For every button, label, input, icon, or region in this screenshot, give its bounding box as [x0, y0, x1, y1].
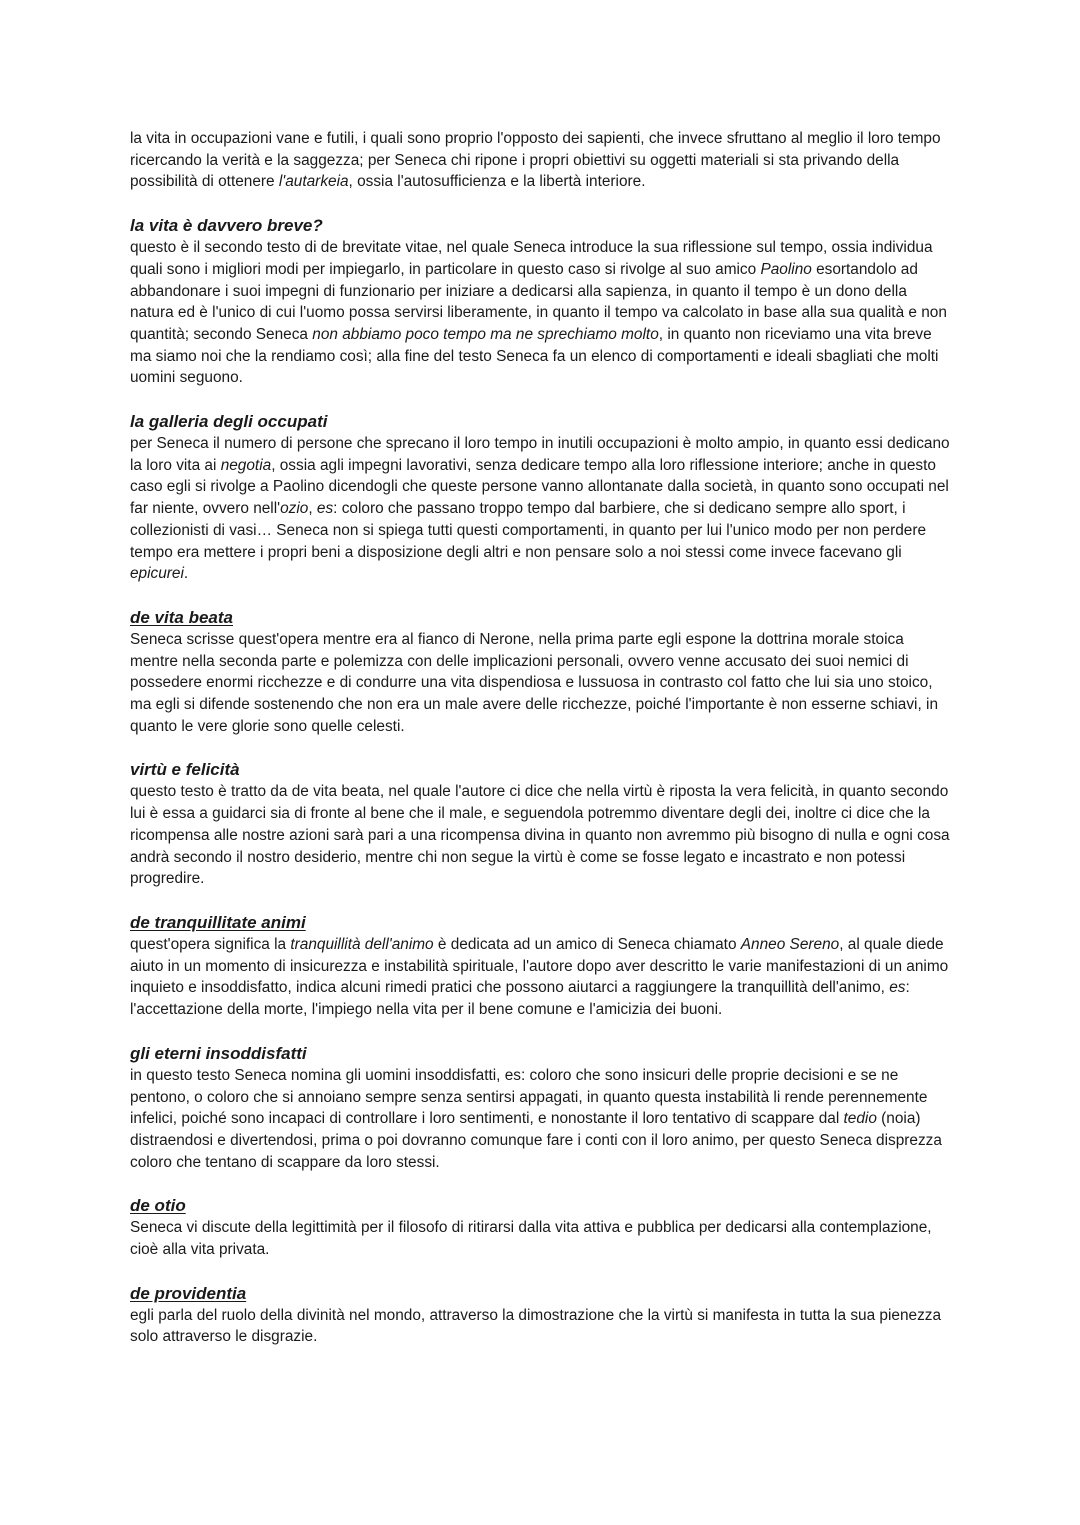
text-run: quest'opera significa la: [130, 935, 291, 953]
text-run: , in quanto non riceviamo una vita breve ma siamo noi che la rendiamo così; alla fine del testo Seneca fa un elenco di comportamenti e ideali sbagliati che molti uomini seguono.: [130, 325, 939, 387]
text-run: la vita in occupazioni vane e futili, i quali sono proprio l'opposto dei sapienti, che invece sfruttano al meglio il loro tempo ricercando la verità e la saggezza; per Seneca chi ripone i propri obiettivi su oggetti materiali si sta privando della possibilità di ottenere: [130, 130, 941, 191]
section-paragraph: [130, 934, 950, 1021]
section-vita-breve: [130, 215, 950, 389]
text-run: è dedicata ad un amico di Seneca chiamato: [433, 935, 741, 953]
intro-paragraph: [130, 128, 950, 193]
section-virtu-felicita: [130, 759, 950, 890]
section-paragraph: [130, 1065, 950, 1174]
section-de-otio: [130, 1195, 950, 1260]
section-paragraph: [130, 433, 950, 585]
intro-section: [130, 128, 950, 193]
emphasis: es: [316, 500, 334, 518]
text-run: ,: [308, 500, 317, 518]
section-heading: la galleria degli occupati: [130, 412, 328, 432]
text-run: , ossia l'autosufficienza e la libertà interiore.: [348, 173, 646, 191]
text-run: : l'accettazione della morte, l'impiego nella vita per il bene comune e l'amicizia dei buoni.: [130, 979, 910, 1019]
section-heading: la vita è davvero breve?: [130, 216, 323, 236]
section-paragraph: egli parla del ruolo della divinità nel mondo, attraverso la dimostrazione che la virtù si manifesta in tutta la sua pienezza solo attraverso le disgrazie.: [130, 1306, 942, 1346]
section-galleria-occupati: [130, 411, 950, 585]
section-heading: virtù e felicità: [130, 760, 240, 780]
emphasis: es: [889, 979, 906, 997]
emphasis: ozio: [280, 500, 309, 518]
text-run: : coloro che passano troppo tempo dal barbiere, che si dedicano sempre allo sport, i collezionisti di vasi… Seneca non si spiega tutti questi comportamenti, in quanto per lui l'unico modo per non perdere tempo era mettere i propri beni a disposizione degli altri e non pensare solo a noi stessi come invece facevano gli: [130, 500, 927, 561]
section-de-tranquillitate-animi: [130, 912, 950, 1021]
emphasis: Paolino: [760, 260, 812, 278]
work-heading: de otio: [130, 1196, 186, 1216]
emphasis: l'autarkeia: [278, 173, 349, 191]
text-run: .: [183, 565, 189, 583]
emphasis: Anneo Sereno: [740, 935, 840, 953]
section-paragraph: [130, 237, 950, 389]
text-run: per Seneca il numero di persone che sprecano il loro tempo in inutili occupazioni è molto ampio, in quanto essi dedicano la loro vita ai: [130, 435, 950, 474]
emphasis: tranquillità dell'animo: [290, 935, 434, 953]
section-heading: gli eterni insoddisfatti: [130, 1043, 307, 1063]
text-run: (noia) distraendosi e divertendosi, prima o poi dovranno comunque fare i conti con il loro animo, per questo Seneca disprezza coloro che tentano di scappare da loro stessi.: [130, 1110, 942, 1171]
text-run: , al quale diede aiuto in un momento di insicurezza e instabilità spirituale, l'autore dopo aver descritto le varie manifestazioni di un animo inquieto e insoddisfatto, indica alcuni rimedi pratici che possono aiutarci a raggiungere la tranquillità dell'animo,: [130, 935, 949, 997]
section-paragraph: Seneca scrisse quest'opera mentre era al fianco di Nerone, nella prima parte egli espone la dottrina morale stoica mentre nella seconda parte e polemizza con delle implicazioni personali, ovvero venne accusato dei suoi nemici di possedere enormi ricchezze e di condurre una vita dispendiosa e lussuosa in contrasto col fatto che lui sia uno stoico, ma egli si difende sostenendo che non era un male avere delle ricchezze, poiché l'importante è non esserne schiavi, in quanto le vere glorie sono quelle celesti.: [130, 630, 939, 735]
text-run: , ossia agli impegni lavorativi, senza dedicare tempo alla loro riflessione interiore; anche in questo caso egli si rivolge a Paolino dicendogli che queste persone vanno allontanate dalla società, in quanto sono occupati nel far niente, ovvero nell': [130, 456, 949, 518]
work-heading: de vita beata: [130, 607, 233, 627]
emphasis: non abbiamo poco tempo ma ne sprechiamo molto: [312, 325, 659, 343]
emphasis: negotia: [220, 456, 272, 474]
emphasis: tedio: [843, 1110, 877, 1128]
section-paragraph: questo testo è tratto da de vita beata, nel quale l'autore ci dice che nella virtù è riposta la vera felicità, in quanto secondo lui è essa a guidarci sia di fronte al bene che il male, e seguendola potremmo diventare degli dei, inoltre ci dice che la ricompensa alle nostre azioni sarà pari a una ricompensa divina in quanto non avremmo più bisogno di nulla e ogni cosa andrà secondo il nostro desiderio, mentre chi non segue la virtù è come se fosse legato e incastrato e non potessi progredire.: [130, 783, 950, 888]
text-run: esortandolo ad abbandonare i suoi impegni di funzionario per iniziare a dedicarsi alla sapienza, in quanto il tempo è un dono della natura ed è l'unico di cui l'uomo possa servirsi liberamente, in quanto il tempo va calcolato in base alla sua qualità e non quantità; secondo Seneca: [130, 260, 947, 343]
section-paragraph: Seneca vi discute della legittimità per il filosofo di ritirarsi dalla vita attiva e pubblica per dedicarsi alla contemplazione, cioè alla vita privata.: [130, 1219, 932, 1259]
work-heading: de providentia: [130, 1283, 247, 1303]
work-heading: de tranquillitate animi: [130, 912, 306, 932]
emphasis: epicurei: [130, 565, 184, 583]
text-run: questo è il secondo testo di de brevitate vitae, nel quale Seneca introduce la sua riflessione sul tempo, ossia individua quali sono i migliori modi per impiegarlo, in particolare in questo caso si rivolge al suo amico: [130, 239, 933, 278]
section-de-providentia: [130, 1283, 950, 1348]
text-run: in questo testo Seneca nomina gli uomini insoddisfatti, es: coloro che sono insicuri delle proprie decisioni e se ne pentono, o coloro che si annoiano sempre senza sentirsi appagati, in quanto questa instabilità li rende perennemente infelici, poiché sono incapaci di controllare i loro sentimenti, e nonostante il loro tentativo di scappare dal: [130, 1066, 928, 1128]
section-eterni-insoddisfatti: [130, 1043, 950, 1174]
section-de-vita-beata: [130, 607, 950, 738]
